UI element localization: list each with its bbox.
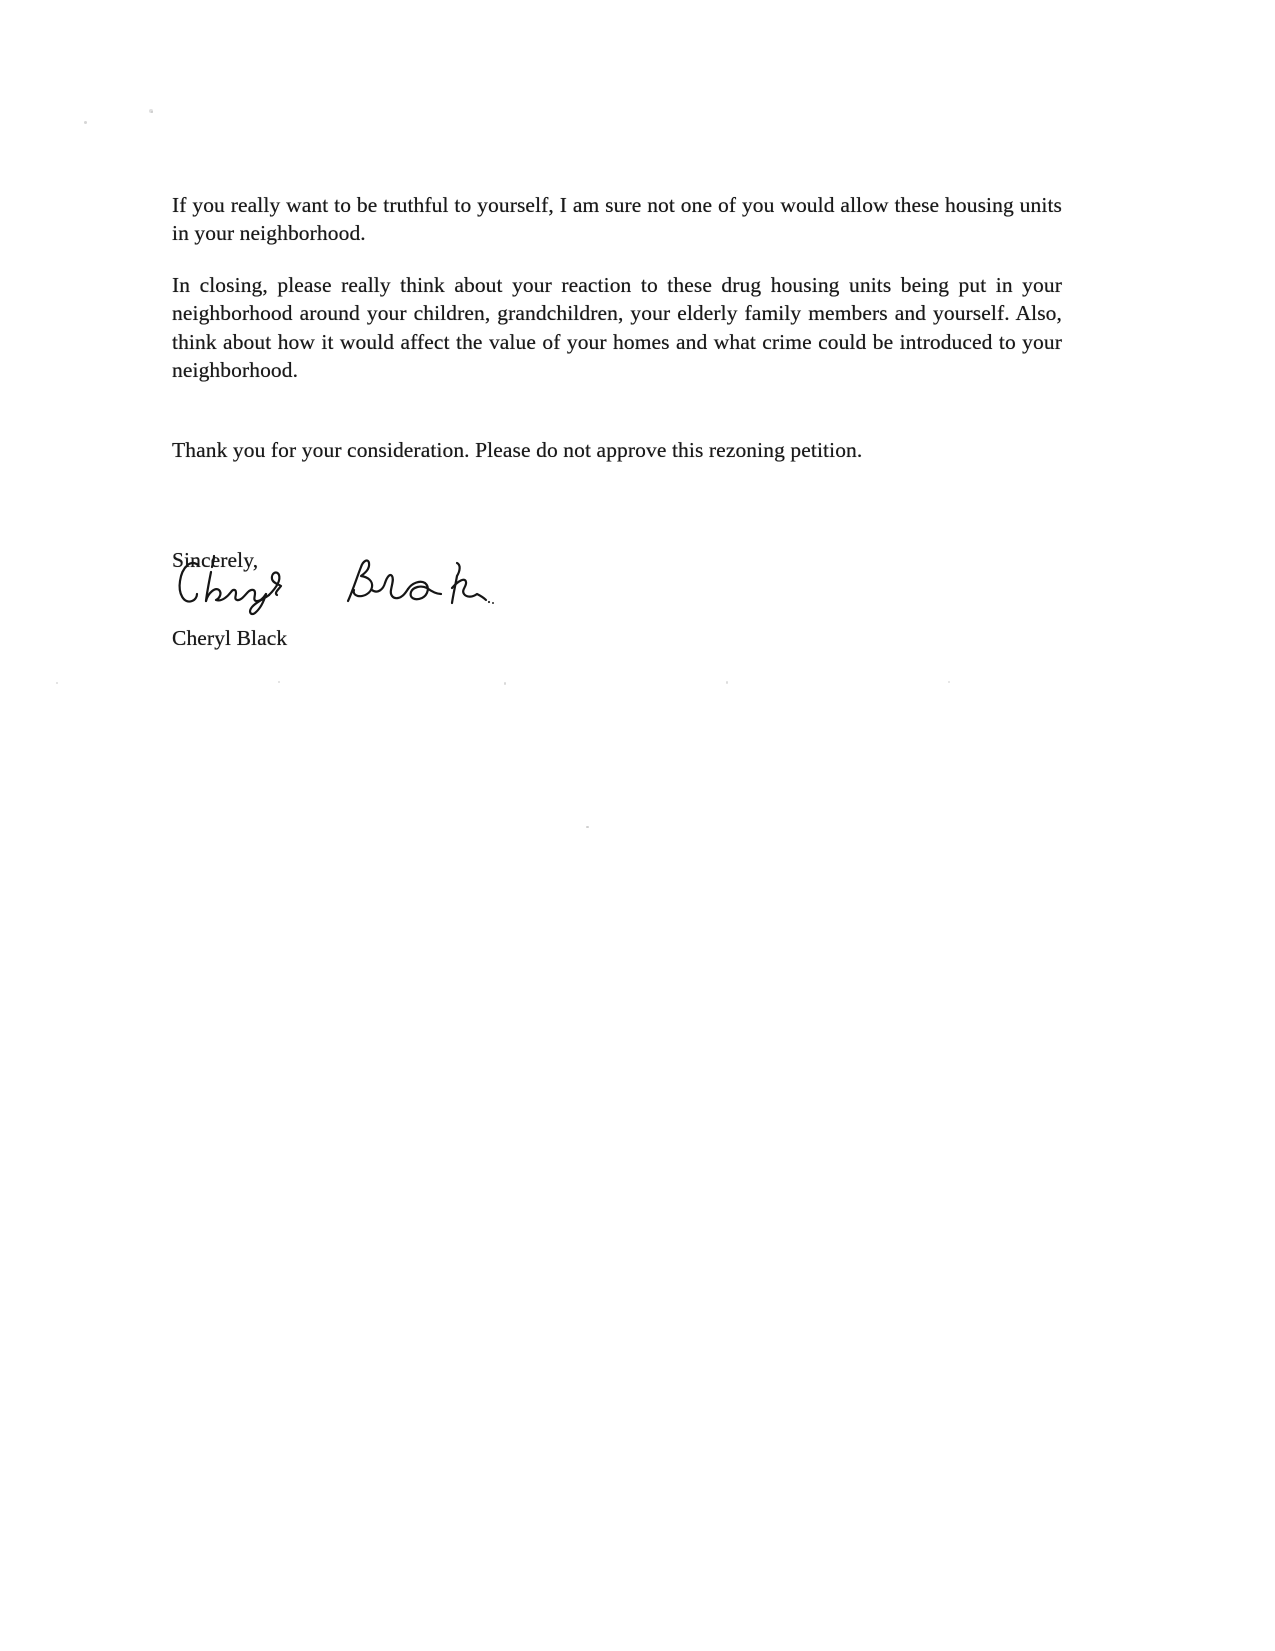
letter-closing: Sincerely, (172, 547, 259, 572)
letter-paragraph-2: In closing, please really think about your reaction to these drug housing units being put in your neighborhood around your children, grandchildren, your elderly family members and yourself. Also, think about how it would affect the value of your homes and what crime could be introduced to your neighborhood. (172, 272, 1062, 382)
scan-speck (149, 109, 153, 113)
scan-speck (278, 681, 280, 683)
scan-speck (504, 682, 506, 685)
letter-paragraph-1: If you really want to be truthful to yourself, I am sure not one of you would allow these housing units in your neighborhood. (172, 192, 1062, 245)
scan-speck (948, 681, 950, 683)
typed-signature-name: Cheryl Black (172, 625, 288, 650)
scan-speck (84, 121, 87, 124)
scan-speck (56, 682, 58, 684)
scan-speck (151, 111, 153, 113)
handwritten-signature (165, 550, 495, 620)
letter-paragraph-3: Thank you for your consideration. Please do not approve this rezoning petition. (172, 437, 863, 462)
scan-speck (586, 826, 589, 828)
scan-speck (726, 681, 728, 684)
